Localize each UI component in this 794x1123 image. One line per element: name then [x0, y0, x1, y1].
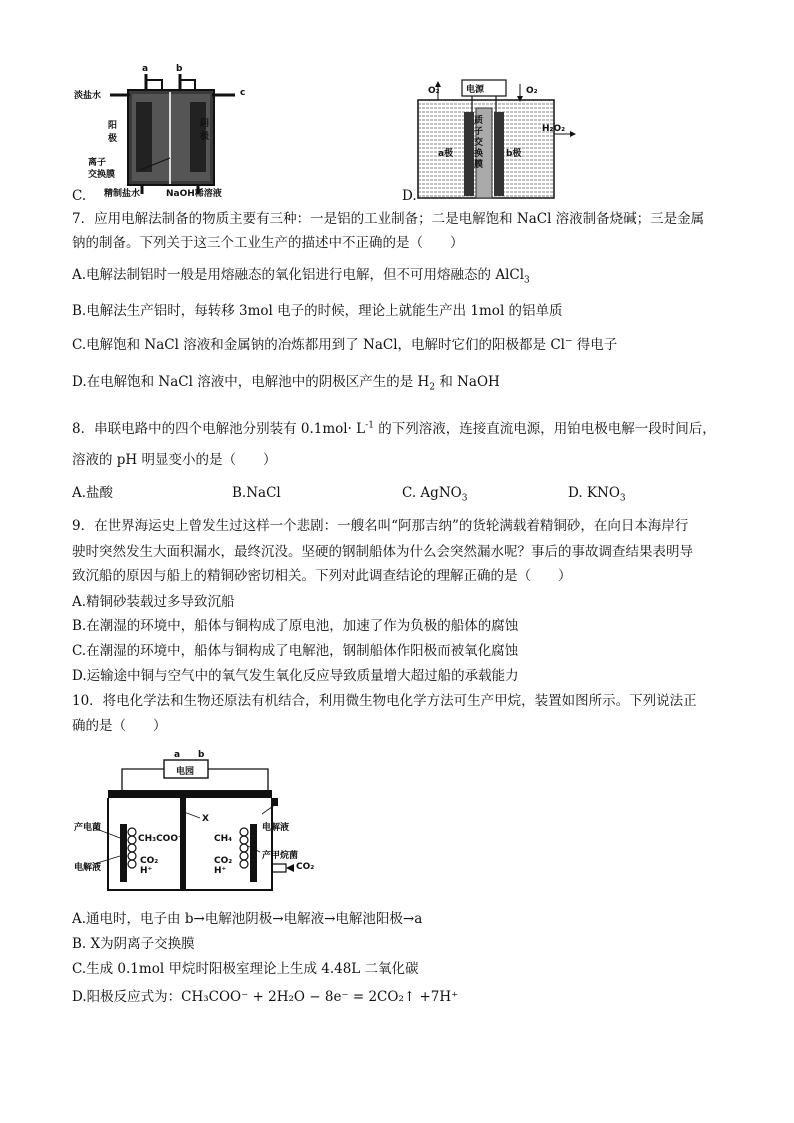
- q9-stem-line-1: 9．在世界海运史上曾发生过这样一个悲剧：一艘名叫“阿那吉纳”的货轮满载着精铜砂，在向日本海岸行: [72, 518, 689, 534]
- q10-option-b: B. X为阴离子交换膜: [72, 936, 195, 952]
- figure-d-electrolyzer: [410, 78, 580, 202]
- fig-c-bottom-left-label: 精制盐水: [104, 189, 141, 199]
- fig-c-anode-label: 阳 极: [108, 121, 118, 144]
- q9-option-d: D.运输途中铜与空气中的氧气发生氧化反应导致质量增大超过船的承载能力: [72, 668, 519, 684]
- q10-fig-b-label: b: [198, 750, 205, 760]
- q7-stem-line-2: 钠的制备。下列关于这三个工业生产的描述中不正确的是（ ）: [72, 235, 464, 251]
- q10-option-d: D.阳极反应式为：CH₃COO⁻ + 2H₂O − 8e⁻ = 2CO₂↑ +7H⁺: [72, 989, 459, 1005]
- fig-c-a-label: a: [142, 64, 149, 74]
- q8-stem-line-1: 8．串联电路中的四个电解池分别装有 $0.1mol\cdot L^{-1}$ 的下列溶液，连接直流电源，用铂电极电解一段时间后，: [72, 420, 716, 437]
- fig-c-option-label: C.: [72, 188, 87, 204]
- q9-option-c: C.在潮湿的环境中，船体与铜构成了电解池，钢制船体作阳极而被氧化腐蚀: [72, 643, 519, 659]
- q10-fig-co2-left-label: CO₂: [140, 856, 159, 866]
- q10-fig-power-label: 电园: [176, 767, 195, 777]
- fig-d-o2-right-label: O₂: [526, 86, 538, 96]
- q8-option-c: C. AgNO$_3$: [402, 485, 468, 504]
- q10-fig-ch3coo-label: CH₃COO⁻: [138, 834, 183, 844]
- q9-option-b: B.在潮湿的环境中，船体与铜构成了原电池，加速了作为负极的船体的腐蚀: [72, 618, 519, 634]
- q10-fig-a-label: a: [174, 750, 181, 760]
- q10-fig-h-left-label: H⁺: [140, 866, 153, 876]
- q9-stem-line-3: 致沉船的原因与船上的精铜砂密切相关。下列对此调查结论的理解正确的是（ ）: [72, 568, 572, 584]
- q10-fig-co2-inlet-label: CO₂: [296, 862, 315, 872]
- q8-option-b: B.NaCl: [232, 485, 281, 501]
- q10-fig-left-top-label: 产电菌: [74, 823, 102, 833]
- fig-c-c-label: c: [240, 88, 246, 98]
- fig-d-a-electrode-label: a极: [438, 149, 454, 159]
- fig-c-bottom-right-label: NaOH稀溶液: [166, 189, 222, 199]
- q10-fig-right-mid-label: 产甲烷菌: [262, 851, 299, 861]
- fig-d-option-label: D.: [402, 188, 417, 204]
- fig-d-power-label: 电源: [466, 85, 485, 95]
- q9-option-a: A.精铜砂装载过多导致沉船: [72, 594, 235, 610]
- q10-fig-right-top-label: 电解液: [262, 823, 290, 833]
- q7-option-d: D.在电解饱和 NaCl 溶液中，电解池中的阴极区产生的是 $H_2$ 和 NaOH: [72, 374, 500, 393]
- fig-d-membrane-label: 质子交换膜: [474, 116, 484, 170]
- q7-option-a: A.电解法制铝时一般是用熔融态的氧化铝进行电解，但不可用熔融态的 AlCl$_3$: [72, 267, 530, 286]
- q10-fig-left-bottom-label: 电解液: [74, 863, 102, 873]
- q7-stem-line-1: 7．应用电解法制备的物质主要有三种：一是铝的工业制备；二是电解饱和 NaCl 溶液制备烧碱；三是金属: [72, 211, 705, 227]
- fig-d-b-electrode-label: b极: [506, 149, 522, 159]
- q10-stem-line-1: 10．将电化学法和生物还原法有机结合，利用微生物电化学方法可生产甲烷，装置如图所示。下列说法正: [72, 693, 697, 709]
- q10-option-a: A.通电时，电子由 b→电解池阴极→电解液→电解池阳极→a: [72, 911, 423, 927]
- fig-d-o2-left-label: O₂: [428, 86, 440, 96]
- q10-fig-h-right-label: H⁺: [214, 866, 227, 876]
- q7-option-c: C.电解饱和 NaCl 溶液和金属钠的冶炼都用到了 NaCl，电解时它们的阳极都是 Cl− 得电子: [72, 336, 618, 353]
- fig-c-b-label: b: [176, 64, 183, 74]
- q10-option-c: C.生成 0.1mol 甲烷时阳极室理论上生成 4.48L 二氧化碳: [72, 961, 419, 977]
- q10-fig-co2-right-label: CO₂: [214, 856, 233, 866]
- fig-c-membrane-label: 离子 交换膜: [88, 158, 116, 180]
- q7-option-b: B.电解法生产铝时，每转移 3mol 电子的时候，理论上就能生产出 1mol 的铝单质: [72, 303, 563, 319]
- q10-fig-x-label: X: [202, 814, 209, 824]
- q10-fig-ch4-label: CH₄: [214, 834, 233, 844]
- fig-c-cathode-label: 阴 极: [200, 119, 210, 142]
- fig-d-h2o2-label: H₂O₂: [542, 124, 566, 134]
- q10-stem-line-2: 确的是（ ）: [72, 718, 167, 734]
- q8-option-a: A.盐酸: [72, 485, 114, 501]
- q8-stem-line-2: 溶液的 pH 明显变小的是（ ）: [72, 452, 277, 468]
- fig-c-inlet-label: 淡盐水: [74, 91, 102, 101]
- q9-stem-line-2: 驶时突然发生大面积漏水，最终沉没。坚硬的钢制船体为什么会突然漏水呢？事后的事故调查结果表明导: [72, 544, 693, 560]
- q8-option-d: D. $KNO_3$: [568, 485, 626, 504]
